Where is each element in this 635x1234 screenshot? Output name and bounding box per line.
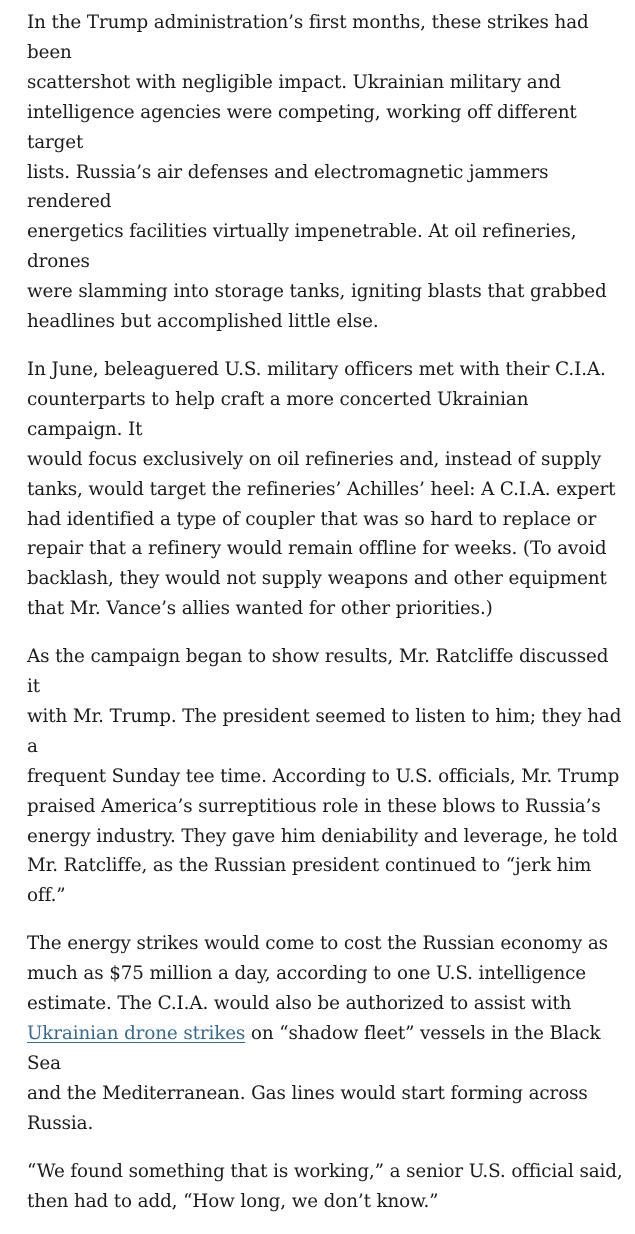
paragraph-3: As the campaign began to show results, Mr. Ratcliffe discussed it with Mr. Trump. The president seemed to listen to him; they had a frequent Sunday tee time. According to U.S. officials, Mr. Trump praised America’s surreptitious role in these blows to Russia’s energy industry. They gave him deniability and leverage, he told Mr. Ratcliffe, as the Russian president continued to “jerk him off.” — [27, 646, 622, 907]
paragraph-1: In the Trump administration’s first months, these strikes had been scattershot with negligible impact. Ukrainian military and intelligence agencies were competing, working off different target lists. Russia’s air defenses and electromagnetic jammers rendered energetics facilities virtually impenetrable. At oil refineries, drones were slamming into storage tanks, igniting blasts that grabbed headlines but accomplished little else. — [27, 12, 607, 333]
paragraph-2: In June, beleaguered U.S. military officers met with their C.I.A. counterparts to help craft a more concerted Ukrainian campaign. It would focus exclusively on oil refineries and, instead of supply tanks, would target the refineries’ Achilles’ heel: A C.I.A. expert had identified a type of coupler that was so hard to replace or repair that a refinery would remain offline for weeks. (To avoid backlash, they would not supply weapons and other equipment that Mr. Vance’s allies wanted for other priorities.) — [27, 358, 616, 620]
paragraph-5: “We found something that is working,” a senior U.S. official said, then had to add, “How long, we don’t know.” — [27, 1160, 623, 1212]
paragraph-4 — [27, 929, 627, 1138]
drone-strikes-link[interactable]: Ukrainian drone strikes — [27, 1023, 246, 1044]
article-body — [27, 8, 627, 1234]
paragraph-4-text-after-link: on “shadow fleet” vessels in the Black Sea and the Mediterranean. Gas lines would start forming across Russia. — [27, 1023, 601, 1134]
paragraph-4-text-before-link: The energy strikes would come to cost the Russian economy as much as $75 million a day, according to one U.S. intelligence estimate. The C.I.A. would also be authorized to assist with — [27, 933, 608, 1015]
